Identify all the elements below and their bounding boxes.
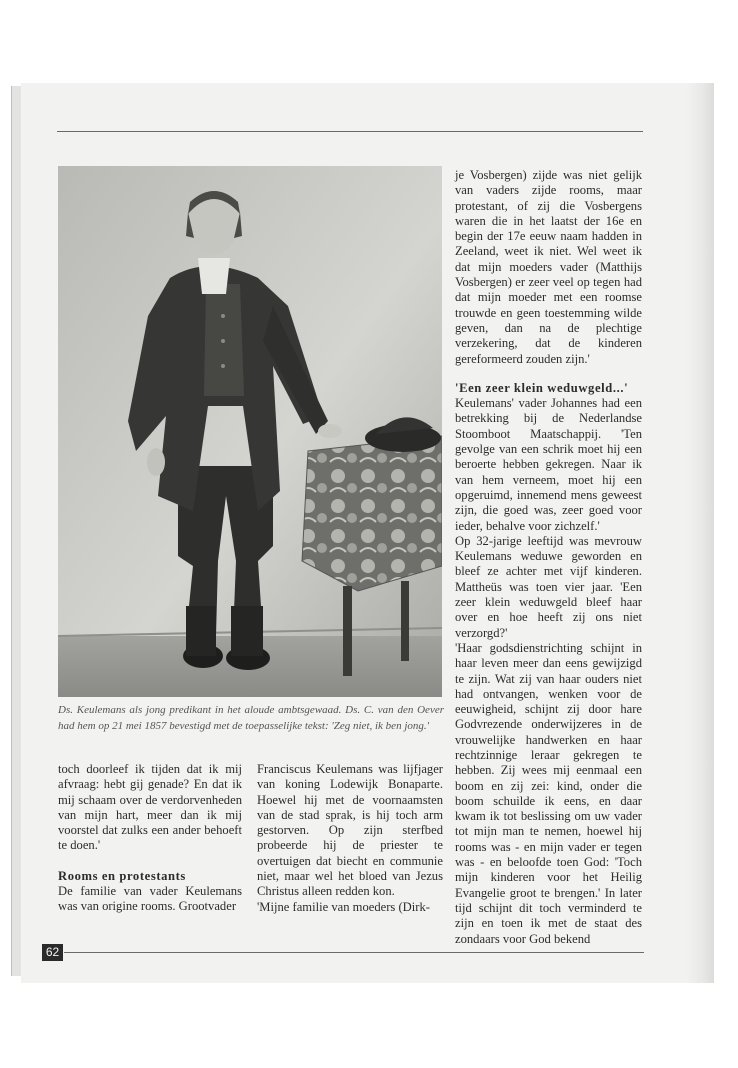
bottom-rule: [64, 952, 644, 953]
section-heading: 'Een zeer klein weduwgeld...': [455, 380, 629, 395]
paragraph: Op 32-jarige leeftijd was mevrouw Keulemans weduwe geworden en bleef ze achter met vijf kinderen. Mattheüs was toen vier jaar. 'Een zeer klein weduwgeld bleef haar over en hoe heeft zij ons niet verzorgd?': [455, 533, 642, 640]
table-leg: [343, 586, 352, 676]
portrait-photo: [58, 166, 442, 697]
top-rule: [57, 131, 643, 132]
table-leg: [401, 581, 409, 661]
paragraph: De familie van vader Keulemans was van origine rooms. Grootvader: [58, 884, 242, 914]
paragraph: 'Mijne familie van moeders (Dirk-: [257, 899, 430, 914]
paragraph: Franciscus Keulemans was lijfjager van koning Lodewijk Bonaparte. Hoewel hij met de voornaamsten van de stad sprak, is hij toch arm gestorven. Op zijn sterfbed probeerde hij de priester te overtuigen dat biecht en communie niet, maar wel het bloed van Jezus Christus alleen redden kon.: [257, 762, 443, 899]
table-cloth: [302, 436, 442, 591]
section-heading: Rooms en protestants: [58, 868, 186, 883]
text-column-3: [455, 168, 642, 947]
text-column-1: [58, 762, 242, 915]
page-gutter-shadow: [686, 83, 714, 983]
text-column-2: [257, 762, 443, 915]
paragraph: toch doorleef ik tijden dat ik mij afvraag: hebt gij genade? En dat ik mij schaam over de verdorvenheden van mijn hart, meer dan ik mij voorstel dat zulks een ander behoeft te doen.': [58, 762, 242, 853]
paragraph: je Vosbergen) zijde was niet gelijk van vaders zijde rooms, maar protestant, of zij die Vosbergens waren die in het laatst der 16e en begin der 17e eeuw naam hadden in Zeeland, weet ik niet. Wel weet ik dat mijn moeders vader (Matthijs Vosbergen) er zeer veel op tegen had dat mijn moeder met een roomse trouwde en geen toestemming wilde geven, dan na de plechtige verzekering, dat de kinderen gereformeerd zouden zijn.': [455, 168, 642, 366]
paragraph: 'Haar godsdienstrichting schijnt in haar leven meer dan eens gewijzigd te zijn. Wat zij van haar ouders niet had ontvangen, wenken voor de eeuwigheid, schijnt zij door hare Godvrezende onderwijzeres in de vrouwelijke handwerken en haar rechtzinnige leraar gekregen te hebben. Zij wees mij eenmaal een boom en zij zei: kind, onder die boom schuilde ik eens, en daar kwam ik tot beslissing om uw vader tot mijn man te nemen, hoewel hij rooms was - en mijn vader er tegen was - en beloofde toen God: 'Toch mijn kinderen voor het Heilig Evangelie groot te brengen.' In later tijd schijnt dit toch verminderd te zijn en toen ik met de staat des zondaars voor God bekend: [455, 640, 642, 946]
page-number: 62: [42, 944, 63, 961]
photo-caption: Ds. Keulemans als jong predikant in het aloude ambtsgewaad. Ds. C. van den Oever had hem op 21 mei 1857 bevestigd met de toepasselijke tekst: 'Zeg niet, ik ben jong.': [58, 704, 444, 732]
paragraph: Keulemans' vader Johannes had een betrekking bij de Nederlandse Stoomboot Maatschappij. 'Ten gevolge van een schrik moet hij een beroerte hebben gekregen. Naar ik van hem verneem, moet hij een opgeruimd, innemend mens geweest zijn, die goed was, zeer goed voor ieder, behalve voor zichzelf.': [455, 396, 642, 533]
